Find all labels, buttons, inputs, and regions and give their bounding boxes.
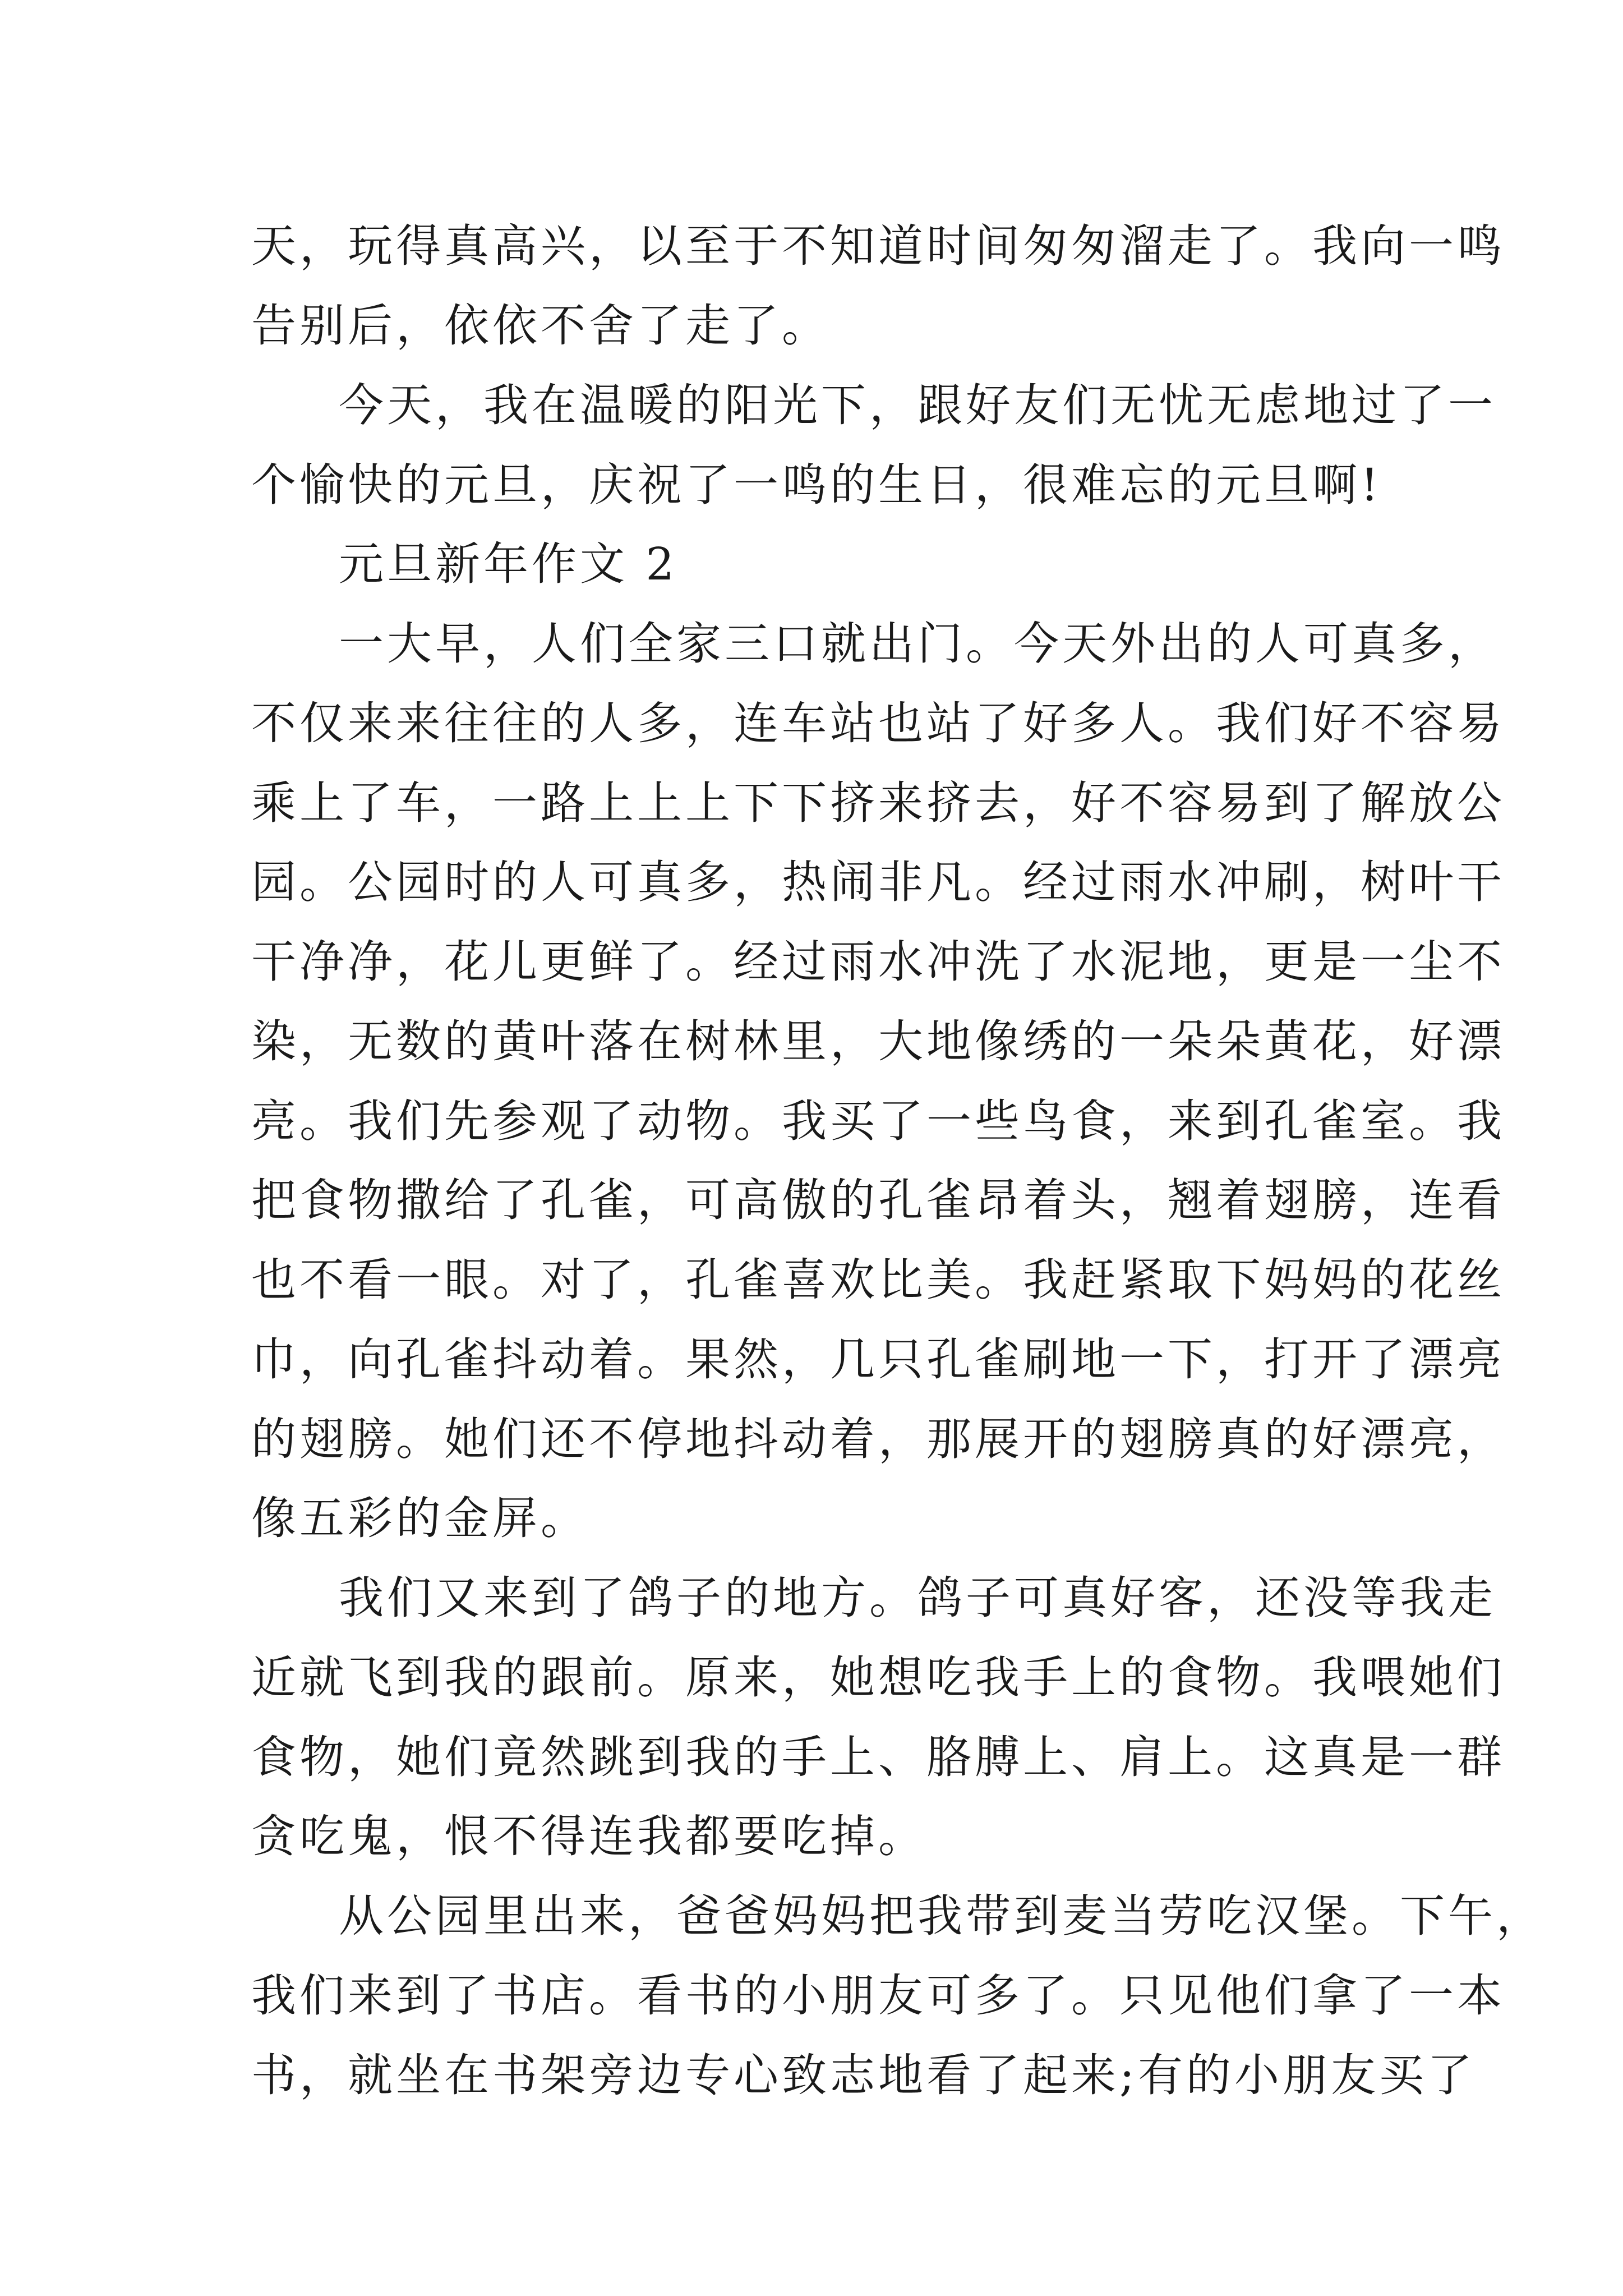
text-line: 像五彩的金屏。: [251, 1492, 589, 1544]
text-line: 染，无数的黄叶落在树林里，大地像绣的一朵朵黄花，好漂: [251, 1015, 1505, 1068]
text-line: 的翅膀。她们还不停地抖动着，那展开的翅膀真的好漂亮，: [251, 1413, 1505, 1465]
text-line: 书，就坐在书架旁边专心致志地看了起来;有的小朋友买了: [251, 2049, 1476, 2101]
text-line: 乘上了车，一路上上上下下挤来挤去，好不容易到了解放公: [251, 777, 1505, 829]
text-line: 近就飞到我的跟前。原来，她想吃我手上的食物。我喂她们: [251, 1651, 1505, 1704]
paragraph-first-line: 今天，我在温暖的阳光下，跟好友们无忧无虑地过了一: [339, 379, 1496, 431]
paragraph-first-line: 我们又来到了鸽子的地方。鸽子可真好客，还没等我走: [339, 1572, 1496, 1624]
text-line: 不仅来来往往的人多，连车站也站了好多人。我们好不容易: [251, 697, 1505, 749]
text-line: 把食物撒给了孔雀，可高傲的孔雀昂着头，翘着翅膀，连看: [251, 1174, 1505, 1226]
text-line: 食物，她们竟然跳到我的手上、胳膊上、肩上。这真是一群: [251, 1731, 1505, 1783]
section-heading: 元旦新年作文 2: [339, 538, 678, 590]
text-line: 干净净，花儿更鲜了。经过雨水冲洗了水泥地，更是一尘不: [251, 936, 1505, 988]
text-line: 告别后，依依不舍了走了。: [251, 300, 830, 352]
text-line: 贪吃鬼，恨不得连我都要吃掉。: [251, 1810, 926, 1862]
paragraph-first-line: 一大早，人们全家三口就出门。今天外出的人可真多，: [339, 618, 1496, 670]
text-line: 园。公园时的人可真多，热闹非凡。经过雨水冲刷，树叶干: [251, 856, 1505, 908]
text-line: 巾，向孔雀抖动着。果然，几只孔雀刷地一下，打开了漂亮: [251, 1333, 1505, 1386]
text-line: 个愉快的元旦，庆祝了一鸣的生日，很难忘的元旦啊!: [251, 459, 1382, 511]
text-line: 我们来到了书店。看书的小朋友可多了。只见他们拿了一本: [251, 1970, 1505, 2022]
text-line: 也不看一眼。对了，孔雀喜欢比美。我赶紧取下妈妈的花丝: [251, 1254, 1505, 1306]
text-line: 天，玩得真高兴，以至于不知道时间匆匆溜走了。我向一鸣: [251, 220, 1505, 272]
paragraph-first-line: 从公园里出来，爸爸妈妈把我带到麦当劳吃汉堡。下午，: [339, 1890, 1544, 1942]
text-line: 亮。我们先参观了动物。我买了一些鸟食，来到孔雀室。我: [251, 1095, 1505, 1147]
